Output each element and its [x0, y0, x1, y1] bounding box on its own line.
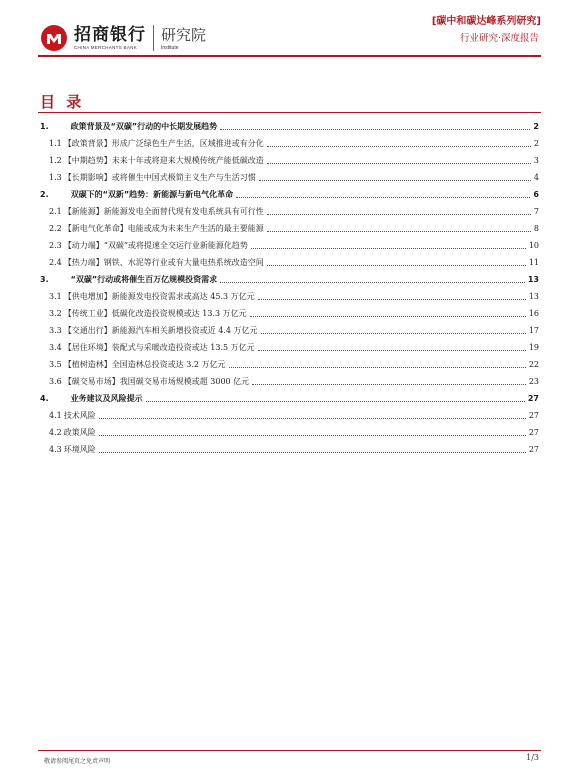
toc-entry-page: 19: [528, 343, 539, 352]
disclaimer-note: 敬请参阅尾页之免责声明: [44, 758, 111, 765]
toc-subsection-entry[interactable]: [40, 200, 539, 217]
toc-entry-page: 27: [528, 411, 539, 420]
toc-dot-leader: [267, 162, 531, 164]
toc-dot-leader: [259, 179, 531, 181]
toc-subsection-entry[interactable]: [40, 421, 539, 438]
toc-subsection-entry[interactable]: [40, 438, 539, 455]
table-of-contents: [40, 115, 539, 455]
toc-entry-page: 27: [528, 428, 539, 437]
toc-entry-page: 2: [533, 139, 539, 148]
bank-logo: [40, 24, 206, 52]
toc-entry-number: 3.2: [49, 309, 62, 318]
toc-section-entry[interactable]: [40, 268, 539, 285]
toc-entry-number: 3.: [40, 275, 49, 284]
toc-entry-page: 7: [533, 207, 539, 216]
toc-dot-leader: [251, 247, 526, 249]
toc-entry-title: 环境风险: [63, 445, 96, 454]
toc-dot-leader: [258, 298, 526, 300]
toc-subsection-entry[interactable]: [40, 336, 539, 353]
toc-entry-number: 4.: [40, 394, 49, 403]
toc-subsection-entry[interactable]: [40, 370, 539, 387]
toc-dot-leader: [252, 383, 526, 385]
toc-entry-title: 【政策背景】形成广泛绿色生产生活，区域推进或有分化: [63, 139, 264, 148]
toc-entry-number: 3.6: [49, 377, 62, 386]
toc-entry-number: 2.1: [49, 207, 62, 216]
toc-subsection-entry[interactable]: [40, 404, 539, 421]
toc-subsection-entry[interactable]: [40, 251, 539, 268]
toc-entry-number: 2.4: [49, 258, 62, 267]
toc-subsection-entry[interactable]: [40, 319, 539, 336]
toc-entry-title: 【居住环境】装配式与采暖改造投资或达 13.5 万亿元: [63, 343, 255, 352]
bank-name-en: CHINA MERCHANTS BANK: [74, 45, 138, 50]
toc-entry-page: 8: [533, 224, 539, 233]
toc-dot-leader: [267, 264, 526, 266]
toc-dot-leader: [99, 417, 526, 419]
toc-dot-leader: [258, 349, 526, 351]
bank-name-cn: 招商银行: [74, 25, 146, 45]
toc-dot-leader: [99, 451, 526, 453]
toc-entry-number: 4.3: [49, 445, 62, 454]
toc-dot-leader: [99, 434, 526, 436]
toc-entry-number: 3.5: [49, 360, 62, 369]
toc-entry-number: 3.3: [49, 326, 62, 335]
toc-entry-number: 2.: [40, 190, 49, 199]
toc-entry-number: 1.: [40, 122, 49, 131]
toc-entry-title: 【新能源】新能源发电全面替代现有发电系统具有可行性: [63, 207, 264, 216]
toc-subsection-entry[interactable]: [40, 217, 539, 234]
toc-entry-page: 4: [533, 173, 539, 182]
toc-entry-title: 【植树造林】全国造林总投资或达 3.2 万亿元: [63, 360, 226, 369]
toc-divider: [38, 112, 541, 113]
toc-dot-leader: [267, 230, 531, 232]
toc-entry-title: 【交通出行】新能源汽车相关新增投资或近 4.4 万亿元: [63, 326, 258, 335]
toc-dot-leader: [236, 196, 530, 198]
toc-entry-page: 11: [528, 258, 539, 267]
footer-divider: [38, 750, 541, 751]
toc-entry-page: 2: [533, 122, 539, 131]
toc-entry-number: 1.3: [49, 173, 62, 182]
toc-entry-number: 3.4: [49, 343, 62, 352]
toc-entry-page: 6: [533, 190, 539, 199]
toc-entry-number: 2.2: [49, 224, 62, 233]
toc-dot-leader: [267, 213, 531, 215]
toc-entry-title: 【供电增加】新能源发电投资需求或高达 45.3 万亿元: [63, 292, 255, 301]
toc-entry-title: 政策风险: [63, 428, 96, 437]
toc-entry-title: “双碳”行动或将催生百万亿规模投资需求: [70, 275, 218, 284]
toc-entry-title: 【长期影响】或将催生中国式极简主义生产与生活习惯: [63, 173, 256, 182]
header-divider: [38, 55, 541, 57]
toc-entry-title: 技术风险: [63, 411, 96, 420]
toc-dot-leader: [261, 332, 526, 334]
toc-entry-title: 双碳下的“双新”趋势：新能源与新电气化革命: [70, 190, 234, 199]
toc-entry-number: 1.1: [49, 139, 62, 148]
toc-dot-leader: [229, 366, 526, 368]
series-title: [碳中和碳达峰系列研究]: [431, 16, 541, 27]
toc-subsection-entry[interactable]: [40, 302, 539, 319]
toc-entry-title: 政策背景及“双碳”行动的中长期发展趋势: [70, 122, 218, 131]
toc-subsection-entry[interactable]: [40, 149, 539, 166]
toc-dot-leader: [220, 281, 525, 283]
toc-entry-number: 2.3: [49, 241, 62, 250]
toc-entry-page: 22: [528, 360, 539, 369]
toc-entry-title: 【中期趋势】未来十年或将迎来大规模传统产能低碳改造: [63, 156, 264, 165]
toc-dot-leader: [146, 400, 525, 402]
toc-entry-title: 【新电气化革命】电能或成为未来生产生活的最主要能源: [63, 224, 264, 233]
toc-entry-page: 17: [528, 326, 539, 335]
toc-subsection-entry[interactable]: [40, 234, 539, 251]
toc-entry-page: 27: [528, 445, 539, 454]
page-number: 1/3: [526, 753, 539, 762]
toc-entry-number: 1.2: [49, 156, 62, 165]
toc-subsection-entry[interactable]: [40, 132, 539, 149]
toc-dot-leader: [250, 315, 526, 317]
toc-section-entry[interactable]: [40, 387, 539, 404]
toc-section-entry[interactable]: [40, 183, 539, 200]
toc-dot-leader: [220, 128, 530, 130]
toc-entry-page: 27: [527, 394, 539, 403]
toc-entry-page: 13: [528, 292, 539, 301]
toc-entry-number: 4.2: [49, 428, 62, 437]
institute-name-en: Institute: [161, 44, 179, 51]
toc-entry-title: 【动力端】“双碳”或将提速全交运行业新能源化趋势: [63, 241, 248, 250]
toc-entry-title: 【热力端】钢铁、水泥等行业或有大量电热系统改造空间: [63, 258, 264, 267]
toc-entry-page: 10: [528, 241, 539, 250]
toc-entry-page: 16: [528, 309, 539, 318]
toc-dot-leader: [267, 145, 531, 147]
toc-section-entry[interactable]: [40, 115, 539, 132]
report-type: 行业研究·深度报告: [459, 33, 539, 44]
logo-divider: [153, 25, 154, 51]
toc-entry-number: 3.1: [49, 292, 62, 301]
toc-subsection-entry[interactable]: [40, 166, 539, 183]
toc-title: 目 录: [40, 93, 85, 111]
toc-entry-title: 【传统工业】低碳化改造投资规模或达 13.3 万亿元: [63, 309, 247, 318]
institute-name-cn: 研究院: [161, 25, 207, 44]
toc-entry-title: 业务建议及风险提示: [70, 394, 143, 403]
toc-subsection-entry[interactable]: [40, 353, 539, 370]
toc-entry-title: 【碳交易市场】我国碳交易市场规模或超 3000 亿元: [63, 377, 250, 386]
toc-entry-page: 3: [533, 156, 539, 165]
cmb-logo-icon: [40, 24, 68, 52]
toc-entry-page: 13: [527, 275, 539, 284]
toc-entry-number: 4.1: [49, 411, 62, 420]
toc-entry-page: 23: [528, 377, 539, 386]
toc-subsection-entry[interactable]: [40, 285, 539, 302]
